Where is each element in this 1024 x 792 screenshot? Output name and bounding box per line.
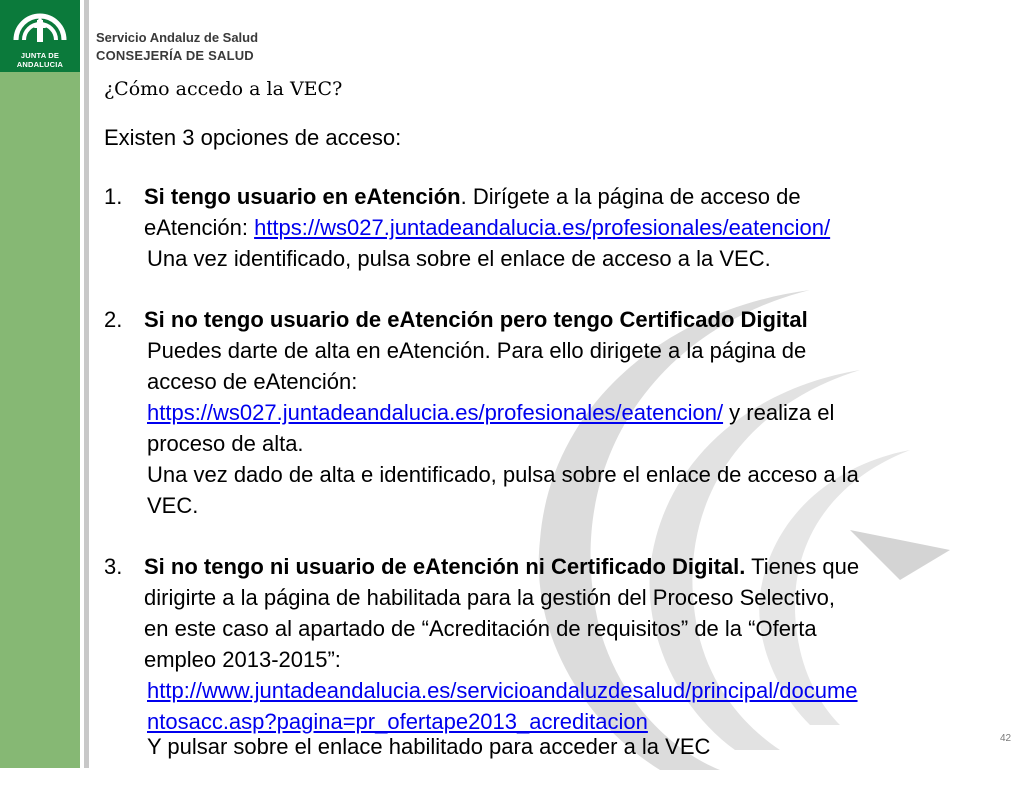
eatencion-link[interactable]: https://ws027.juntadeandalucia.es/profesionales/eatencion/	[147, 400, 724, 425]
option-text: y realiza el	[723, 400, 835, 425]
option-item-2	[104, 304, 984, 521]
option-text: acceso de eAtención:	[147, 369, 358, 394]
option-link-line	[147, 675, 984, 706]
sidebar-grey-rule	[84, 0, 89, 768]
option-text: eAtención:	[144, 215, 255, 240]
org-name: Servicio Andaluz de Salud	[96, 30, 259, 45]
option-text: dirigirte a la página de habilitada para la gestión del Proceso Selectivo,	[144, 585, 835, 610]
option-heading-line	[144, 551, 984, 582]
slide-content	[104, 122, 984, 792]
option-text: . Dirígete a la página de acceso de	[460, 184, 801, 209]
option-link-line	[144, 212, 984, 243]
option-text: Puedes darte de alta en eAtención. Para ello dirigete a la página de	[147, 338, 807, 363]
option-heading: Si no tengo ni usuario de eAtención ni Certificado Digital.	[144, 554, 746, 579]
option-text: empleo 2013-2015”:	[144, 647, 341, 672]
eatencion-link[interactable]: https://ws027.juntadeandalucia.es/profesionales/eatencion/	[254, 215, 831, 240]
option-heading: Si tengo usuario en eAtención	[144, 184, 461, 209]
option-item-1	[104, 181, 984, 274]
emblem-icon	[12, 6, 68, 50]
option-text: proceso de alta.	[147, 431, 304, 456]
option-text: en este caso al apartado de “Acreditación de requisitos” de la “Oferta	[144, 616, 817, 641]
option-text: Una vez dado de alta e identificado, pulsa sobre el enlace de acceso a la	[147, 462, 859, 487]
option-text: Tienes que	[745, 554, 860, 579]
option-number: 2.	[104, 307, 123, 332]
acreditacion-link-continued[interactable]: ntosacc.asp?pagina=pr_ofertape2013_acreditacion	[147, 709, 648, 734]
sidebar-green-bar	[0, 0, 80, 768]
option-heading: Si no tengo usuario de eAtención pero tengo Certificado Digital	[144, 307, 808, 332]
option-number: 3.	[104, 554, 123, 579]
option-text: Y pulsar sobre el enlace habilitado para acceder a la VEC	[147, 734, 711, 759]
option-heading-line	[144, 181, 984, 212]
acreditacion-link[interactable]: http://www.juntadeandalucia.es/servicioandaluzdesalud/principal/docume	[147, 678, 858, 703]
option-text: Una vez identificado, pulsa sobre el enlace de acceso a la VEC.	[147, 246, 771, 271]
intro-text: Existen 3 opciones de acceso:	[104, 125, 402, 150]
page-number: 42	[1000, 733, 1012, 744]
slide-title: ¿Cómo accedo a la VEC?	[104, 78, 343, 100]
option-heading-line	[144, 304, 984, 335]
option-number: 1.	[104, 184, 123, 209]
option-item-3	[104, 551, 984, 762]
option-text: VEC.	[147, 493, 199, 518]
junta-andalucia-logo	[0, 0, 80, 72]
logo-label: JUNTA DE ANDALUCIA	[16, 51, 64, 69]
option-link-line	[147, 397, 984, 428]
org-department: CONSEJERÍA DE SALUD	[96, 48, 254, 63]
